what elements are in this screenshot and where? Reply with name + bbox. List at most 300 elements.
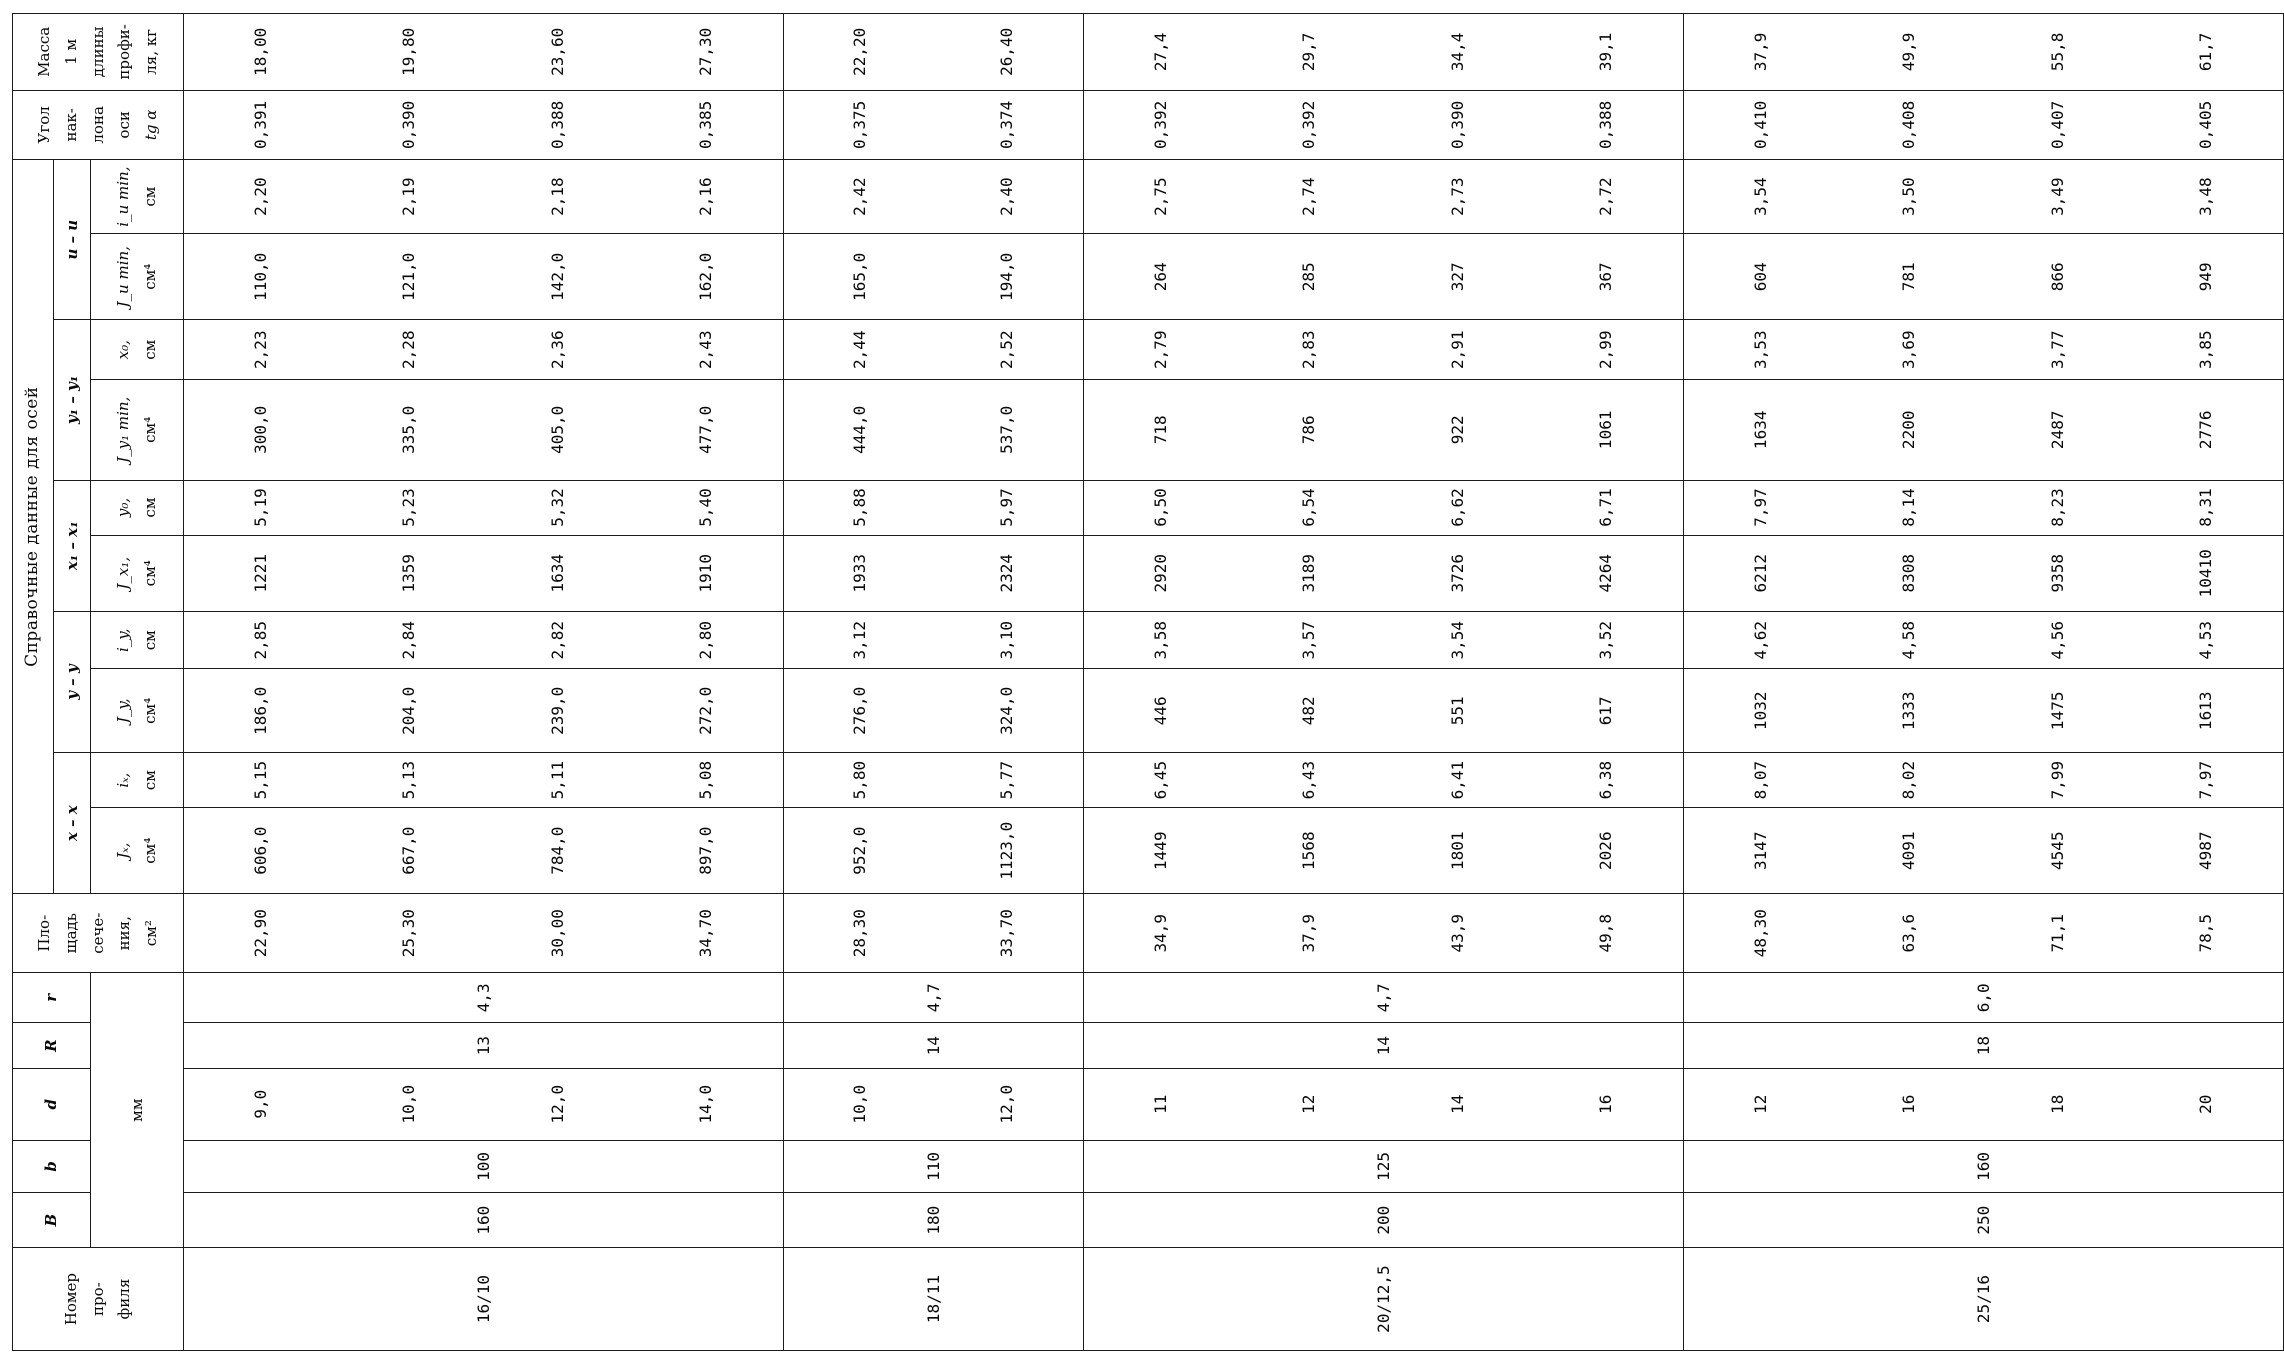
- tg-cell-value: 0,375: [850, 100, 870, 149]
- ix-cell-value: 6,41: [1447, 760, 1467, 800]
- iy-cell-value: 2,85: [251, 620, 271, 660]
- iu-cell-value: 2,42: [850, 177, 870, 216]
- d-cell-value: 10,0: [399, 1084, 419, 1124]
- Jy1-cell: [784, 380, 1084, 480]
- Jx-cell: [784, 808, 1084, 894]
- Jy-cell-value: 324,0: [996, 686, 1016, 735]
- iu-cell: [184, 160, 784, 234]
- B-cell: 200: [1084, 1193, 1684, 1248]
- iy-cell-value: 3,54: [1447, 620, 1467, 660]
- mass-cell-value: 61,7: [2195, 32, 2215, 72]
- r-cell: 6,0: [1684, 973, 2284, 1023]
- ix-cell: [1084, 753, 1684, 808]
- tg-cell: [784, 90, 1084, 159]
- Jy-cell-value: 617: [1595, 696, 1615, 726]
- mass-cell-value: 29,7: [1299, 32, 1319, 72]
- mass-cell: [1684, 14, 2284, 91]
- header-y0: y₀, см: [91, 480, 184, 535]
- angle-profile-table: [12, 13, 2284, 1351]
- ix-cell: [784, 753, 1084, 808]
- x0-cell: [784, 320, 1084, 380]
- profile-number-cell: 16/10: [184, 1248, 784, 1351]
- Ju-cell-value: 781: [1899, 262, 1919, 292]
- header-unit-mm: мм: [91, 973, 184, 1248]
- Jy-cell-value: 446: [1151, 696, 1171, 726]
- d-cell-value: 14,0: [695, 1084, 715, 1124]
- ix-cell-value: 5,77: [996, 760, 1016, 800]
- Ju-cell: [1084, 234, 1684, 320]
- ix-cell-value: 6,45: [1151, 760, 1171, 800]
- Ju-cell-value: 162,0: [695, 252, 715, 301]
- Jy1-cell: [184, 380, 784, 480]
- Jx-cell-value: 784,0: [547, 826, 567, 875]
- Jx-cell-value: 1568: [1299, 831, 1319, 870]
- area-cell: [1084, 894, 1684, 973]
- Jx-cell-value: 1123,0: [996, 821, 1016, 880]
- B-cell: 160: [184, 1193, 784, 1248]
- Jy-cell-value: 204,0: [399, 686, 419, 735]
- mass-cell-value: 27,30: [695, 27, 715, 76]
- y0-cell: [184, 480, 784, 535]
- x0-cell-value: 2,79: [1151, 330, 1171, 369]
- header-axis-yy: y – y: [54, 612, 91, 753]
- Jy1-cell-value: 922: [1447, 415, 1467, 445]
- R-cell: 14: [784, 1023, 1084, 1068]
- y0-cell-value: 8,23: [2047, 488, 2067, 527]
- y0-cell-value: 8,14: [1899, 488, 1919, 527]
- header-x0: x₀, см: [91, 320, 184, 380]
- x0-cell-value: 2,36: [547, 330, 567, 369]
- Jy-cell-value: 239,0: [547, 686, 567, 735]
- Ju-cell-value: 285: [1299, 262, 1319, 292]
- x0-cell: [1684, 320, 2284, 380]
- Jx1-cell-value: 4264: [1595, 554, 1615, 593]
- area-cell: [1684, 894, 2284, 973]
- header-b: b: [13, 1140, 91, 1193]
- y0-cell-value: 5,19: [251, 488, 271, 527]
- iy-cell: [1684, 612, 2284, 669]
- Jx1-cell-value: 1933: [850, 554, 870, 593]
- tg-cell: [1684, 90, 2284, 159]
- r-cell: 4,7: [784, 973, 1084, 1023]
- y0-cell-value: 8,31: [2195, 488, 2215, 527]
- mass-cell-value: 26,40: [996, 27, 1016, 76]
- Jx-cell-value: 4545: [2047, 831, 2067, 870]
- iu-cell-value: 2,20: [251, 177, 271, 216]
- x0-cell: [184, 320, 784, 380]
- Ju-cell: [1684, 234, 2284, 320]
- y0-cell-value: 5,23: [399, 488, 419, 527]
- header-iumin: i_u min, см: [91, 160, 184, 234]
- Jx-cell-value: 4091: [1899, 831, 1919, 870]
- header-iy: i_y, см: [91, 612, 184, 669]
- Jx-cell-value: 667,0: [399, 826, 419, 875]
- iy-cell-value: 4,62: [1751, 620, 1771, 660]
- Jx1-cell-value: 2920: [1151, 554, 1171, 593]
- tg-cell-value: 0,391: [251, 100, 271, 149]
- header-Jx: Jₓ, см⁴: [91, 808, 184, 894]
- area-cell-value: 34,9: [1151, 913, 1171, 953]
- Jy1-cell-value: 405,0: [547, 405, 567, 454]
- area-cell: [184, 894, 784, 973]
- x0-cell-value: 2,23: [251, 330, 271, 369]
- Ju-cell-value: 604: [1751, 262, 1771, 292]
- mass-cell: [1084, 14, 1684, 91]
- Ju-cell-value: 327: [1447, 262, 1467, 292]
- iu-cell-value: 3,49: [2047, 177, 2067, 216]
- header-mass: Масса 1 м длины профи- ля, кг: [13, 14, 184, 91]
- area-cell-value: 25,30: [399, 909, 419, 958]
- ix-cell-value: 8,02: [1899, 760, 1919, 800]
- header-axis-x1x1: x₁ – x₁: [54, 480, 91, 612]
- Ju-cell-value: 866: [2047, 262, 2067, 292]
- Ju-cell-value: 264: [1151, 262, 1171, 292]
- iu-cell-value: 2,75: [1151, 177, 1171, 216]
- header-d: d: [13, 1068, 91, 1140]
- area-cell-value: 43,9: [1447, 913, 1467, 953]
- header-ix: iₓ, см: [91, 753, 184, 808]
- ix-cell-value: 5,13: [399, 760, 419, 800]
- ix-cell-value: 5,15: [251, 760, 271, 800]
- mass-cell-value: 55,8: [2047, 32, 2067, 72]
- B-cell: 180: [784, 1193, 1084, 1248]
- header-axis-xx: x – x: [54, 753, 91, 894]
- Jy1-cell-value: 477,0: [695, 405, 715, 454]
- table-body: [184, 14, 2284, 1351]
- iu-cell-value: 3,48: [2195, 177, 2215, 216]
- Jx1-cell: [1684, 535, 2284, 612]
- x0-cell-value: 3,53: [1751, 330, 1771, 369]
- iy-cell-value: 2,82: [547, 620, 567, 660]
- d-cell-value: 10,0: [850, 1084, 870, 1124]
- iy-cell-value: 4,56: [2047, 620, 2067, 660]
- y0-cell-value: 6,62: [1447, 488, 1467, 527]
- header-profile-number: Номер про- филя: [13, 1248, 184, 1351]
- Jx-cell-value: 952,0: [850, 826, 870, 875]
- y0-cell: [1684, 480, 2284, 535]
- Jy1-cell-value: 335,0: [399, 405, 419, 454]
- iy-cell-value: 4,53: [2195, 620, 2215, 660]
- header-axis-uu: u – u: [54, 160, 91, 320]
- ix-cell-value: 6,38: [1595, 760, 1615, 800]
- Ju-cell-value: 194,0: [996, 252, 1016, 301]
- B-cell: 250: [1684, 1193, 2284, 1248]
- Jy-cell-value: 276,0: [850, 686, 870, 735]
- mass-cell-value: 23,60: [547, 27, 567, 76]
- iu-cell-value: 2,72: [1595, 177, 1615, 216]
- b-cell: 110: [784, 1140, 1084, 1193]
- x0-cell-value: 2,28: [399, 330, 419, 369]
- ix-cell-value: 5,11: [547, 760, 567, 800]
- d-cell-value: 14: [1447, 1094, 1467, 1114]
- Jx1-cell: [1084, 535, 1684, 612]
- b-cell: 160: [1684, 1140, 2284, 1193]
- Jx-cell-value: 4987: [2195, 831, 2215, 870]
- tg-cell-value: 0,408: [1899, 100, 1919, 149]
- profile-number-cell: 25/16: [1684, 1248, 2284, 1351]
- header-angle: Угол нак- лона оси tg α: [13, 90, 184, 159]
- profile-number-cell: 18/11: [784, 1248, 1084, 1351]
- iu-cell-value: 2,18: [547, 177, 567, 216]
- Jy1-cell-value: 537,0: [996, 405, 1016, 454]
- d-cell-value: 16: [1899, 1094, 1919, 1114]
- Ju-cell-value: 110,0: [251, 252, 271, 301]
- Jy1-cell-value: 2200: [1899, 410, 1919, 450]
- area-cell-value: 78,5: [2195, 913, 2215, 953]
- Jy1-cell: [1084, 380, 1684, 480]
- Ju-cell-value: 142,0: [547, 252, 567, 301]
- d-cell: [184, 1068, 784, 1140]
- tg-cell-value: 0,388: [547, 100, 567, 149]
- Jy1-cell: [1684, 380, 2284, 480]
- Jx1-cell-value: 3189: [1299, 554, 1319, 593]
- area-cell: [784, 894, 1084, 973]
- d-cell-value: 12,0: [996, 1084, 1016, 1124]
- d-cell: [1684, 1068, 2284, 1140]
- table-row: [1684, 14, 2284, 1351]
- Jx1-cell-value: 9358: [2047, 554, 2067, 593]
- y0-cell-value: 5,88: [850, 488, 870, 527]
- iy-cell-value: 3,12: [850, 620, 870, 660]
- iy-cell: [1084, 612, 1684, 669]
- mass-cell-value: 37,9: [1751, 32, 1771, 72]
- d-cell-value: 20: [2195, 1094, 2215, 1114]
- Ju-cell-value: 121,0: [399, 252, 419, 301]
- Jx1-cell-value: 2324: [996, 554, 1016, 593]
- Ju-cell-value: 165,0: [850, 252, 870, 301]
- table-row: [1084, 14, 1684, 1351]
- Jy-cell-value: 186,0: [251, 686, 271, 735]
- profile-number-cell: 20/12,5: [1084, 1248, 1684, 1351]
- ix-cell-value: 8,07: [1751, 760, 1771, 800]
- header-R: R: [13, 1023, 91, 1068]
- header-Jx1: J_x₁, см⁴: [91, 535, 184, 612]
- mass-cell-value: 49,9: [1899, 32, 1919, 72]
- tg-cell-value: 0,410: [1751, 100, 1771, 149]
- iy-cell: [184, 612, 784, 669]
- d-cell: [784, 1068, 1084, 1140]
- area-cell-value: 48,30: [1751, 909, 1771, 958]
- iu-cell: [1684, 160, 2284, 234]
- R-cell: 13: [184, 1023, 784, 1068]
- area-cell-value: 22,90: [251, 909, 271, 958]
- x0-cell-value: 2,99: [1595, 330, 1615, 369]
- Jx-cell-value: 2026: [1595, 831, 1615, 870]
- Jy1-cell-value: 300,0: [251, 405, 271, 454]
- tg-cell-value: 0,392: [1151, 100, 1171, 149]
- mass-cell-value: 34,4: [1447, 32, 1467, 72]
- Jx1-cell-value: 1634: [547, 554, 567, 593]
- Jx1-cell: [184, 535, 784, 612]
- table-row: [784, 14, 1084, 1351]
- ix-cell-value: 6,43: [1299, 760, 1319, 800]
- x0-cell-value: 2,52: [996, 330, 1016, 369]
- header-area: Пло- щадь сече- ния, см²: [13, 894, 184, 973]
- header-Jumin: J_u min, см⁴: [91, 234, 184, 320]
- x0-cell-value: 2,44: [850, 330, 870, 369]
- tg-cell-value: 0,385: [695, 100, 715, 149]
- area-cell-value: 34,70: [695, 909, 715, 958]
- Jx1-cell-value: 8308: [1899, 554, 1919, 593]
- iu-cell: [1084, 160, 1684, 234]
- Jy1-cell-value: 786: [1299, 415, 1319, 445]
- r-cell: 4,7: [1084, 973, 1684, 1023]
- iy-cell-value: 3,10: [996, 620, 1016, 660]
- Jx1-cell-value: 10410: [2195, 549, 2215, 598]
- ix-cell-value: 5,08: [695, 760, 715, 800]
- b-cell: 125: [1084, 1140, 1684, 1193]
- Jx1-cell: [784, 535, 1084, 612]
- Jy-cell: [1084, 669, 1684, 753]
- d-cell-value: 12: [1751, 1094, 1771, 1114]
- area-cell-value: 37,9: [1299, 913, 1319, 953]
- iu-cell-value: 2,40: [996, 177, 1016, 216]
- mass-cell-value: 19,80: [399, 27, 419, 76]
- Jy-cell-value: 1613: [2195, 691, 2215, 731]
- y0-cell-value: 6,71: [1595, 488, 1615, 527]
- ix-cell-value: 7,97: [2195, 760, 2215, 800]
- table-row: [184, 14, 784, 1351]
- Jy1-cell-value: 2487: [2047, 410, 2067, 450]
- Jx-cell: [1684, 808, 2284, 894]
- mass-cell: [784, 14, 1084, 91]
- Jx-cell-value: 1801: [1447, 831, 1467, 870]
- iy-cell-value: 3,52: [1595, 620, 1615, 660]
- iu-cell-value: 3,50: [1899, 177, 1919, 216]
- iu-cell: [784, 160, 1084, 234]
- Jx1-cell-value: 1910: [695, 554, 715, 593]
- mass-cell: [184, 14, 784, 91]
- area-cell-value: 63,6: [1899, 913, 1919, 953]
- tg-cell-value: 0,388: [1595, 100, 1615, 149]
- y0-cell-value: 5,97: [996, 488, 1016, 527]
- iy-cell-value: 3,58: [1151, 620, 1171, 660]
- Ju-cell: [184, 234, 784, 320]
- area-cell-value: 33,70: [996, 909, 1016, 958]
- y0-cell-value: 7,97: [1751, 488, 1771, 527]
- x0-cell: [1084, 320, 1684, 380]
- mass-cell-value: 27,4: [1151, 32, 1171, 72]
- iy-cell-value: 3,57: [1299, 620, 1319, 660]
- mass-cell-value: 39,1: [1595, 32, 1615, 72]
- Jy-cell-value: 1475: [2047, 691, 2067, 731]
- area-cell-value: 71,1: [2047, 913, 2067, 953]
- Ju-cell: [784, 234, 1084, 320]
- Jx-cell-value: 606,0: [251, 826, 271, 875]
- R-cell: 14: [1084, 1023, 1684, 1068]
- iy-cell-value: 2,80: [695, 620, 715, 660]
- tg-cell-value: 0,390: [1447, 100, 1467, 149]
- d-cell-value: 18: [2047, 1094, 2067, 1114]
- area-cell-value: 49,8: [1595, 913, 1615, 953]
- Jx-cell: [1084, 808, 1684, 894]
- d-cell-value: 9,0: [251, 1089, 271, 1119]
- Jy1-cell-value: 2776: [2195, 410, 2215, 450]
- iy-cell-value: 2,84: [399, 620, 419, 660]
- tg-cell-value: 0,407: [2047, 100, 2067, 149]
- iy-cell-value: 4,58: [1899, 620, 1919, 660]
- x0-cell-value: 2,83: [1299, 330, 1319, 369]
- x0-cell-value: 2,43: [695, 330, 715, 369]
- d-cell-value: 11: [1151, 1094, 1171, 1114]
- Jy-cell-value: 1333: [1899, 691, 1919, 731]
- Jy-cell: [784, 669, 1084, 753]
- iu-cell-value: 2,16: [695, 177, 715, 216]
- Jy1-cell-value: 1061: [1595, 410, 1615, 450]
- header-reference-data: Справочные данные для осей: [13, 160, 54, 894]
- R-cell: 18: [1684, 1023, 2284, 1068]
- iu-cell-value: 2,73: [1447, 177, 1467, 216]
- Ju-cell-value: 949: [2195, 262, 2215, 292]
- header-B: B: [13, 1193, 91, 1248]
- Jx1-cell-value: 3726: [1447, 554, 1467, 593]
- x0-cell-value: 2,91: [1447, 330, 1467, 369]
- Jx-cell-value: 897,0: [695, 826, 715, 875]
- area-cell-value: 28,30: [850, 909, 870, 958]
- y0-cell: [1084, 480, 1684, 535]
- mass-cell-value: 18,00: [251, 27, 271, 76]
- ix-cell-value: 7,99: [2047, 760, 2067, 800]
- Jy1-cell-value: 444,0: [850, 405, 870, 454]
- tg-cell: [1084, 90, 1684, 159]
- Jx-cell-value: 1449: [1151, 831, 1171, 870]
- tg-cell-value: 0,374: [996, 100, 1016, 149]
- ix-cell: [184, 753, 784, 808]
- d-cell-value: 16: [1595, 1094, 1615, 1114]
- ix-cell-value: 5,80: [850, 760, 870, 800]
- x0-cell-value: 3,77: [2047, 330, 2067, 369]
- d-cell-value: 12: [1299, 1094, 1319, 1114]
- y0-cell-value: 5,32: [547, 488, 567, 527]
- area-cell-value: 30,00: [547, 909, 567, 958]
- x0-cell-value: 3,69: [1899, 330, 1919, 369]
- tg-cell-value: 0,390: [399, 100, 419, 149]
- iu-cell-value: 2,19: [399, 177, 419, 216]
- r-cell: 4,3: [184, 973, 784, 1023]
- Jx1-cell-value: 6212: [1751, 554, 1771, 593]
- y0-cell-value: 5,40: [695, 488, 715, 527]
- Ju-cell-value: 367: [1595, 262, 1615, 292]
- y0-cell: [784, 480, 1084, 535]
- tg-cell: [184, 90, 784, 159]
- y0-cell-value: 6,54: [1299, 488, 1319, 527]
- Jy-cell-value: 482: [1299, 696, 1319, 726]
- tg-cell-value: 0,405: [2195, 100, 2215, 149]
- Jx-cell: [184, 808, 784, 894]
- Jx1-cell-value: 1359: [399, 554, 419, 593]
- Jy-cell: [1684, 669, 2284, 753]
- Jy1-cell-value: 1634: [1751, 410, 1771, 450]
- header-Jy1min: J_y₁ min, см⁴: [91, 380, 184, 480]
- header-r: r: [13, 973, 91, 1023]
- iu-cell-value: 2,74: [1299, 177, 1319, 216]
- Jx1-cell-value: 1221: [251, 554, 271, 593]
- x0-cell-value: 3,85: [2195, 330, 2215, 369]
- Jy-cell: [184, 669, 784, 753]
- iy-cell: [784, 612, 1084, 669]
- d-cell: [1084, 1068, 1684, 1140]
- Jy-cell-value: 272,0: [695, 686, 715, 735]
- Jy-cell-value: 551: [1447, 696, 1467, 726]
- tg-cell-value: 0,392: [1299, 100, 1319, 149]
- Jy-cell-value: 1032: [1751, 691, 1771, 731]
- ix-cell: [1684, 753, 2284, 808]
- Jx-cell-value: 3147: [1751, 831, 1771, 870]
- d-cell-value: 12,0: [547, 1084, 567, 1124]
- header-axis-y1y1: y₁ – y₁: [54, 320, 91, 480]
- Jy1-cell-value: 718: [1151, 415, 1171, 445]
- y0-cell-value: 6,50: [1151, 488, 1171, 527]
